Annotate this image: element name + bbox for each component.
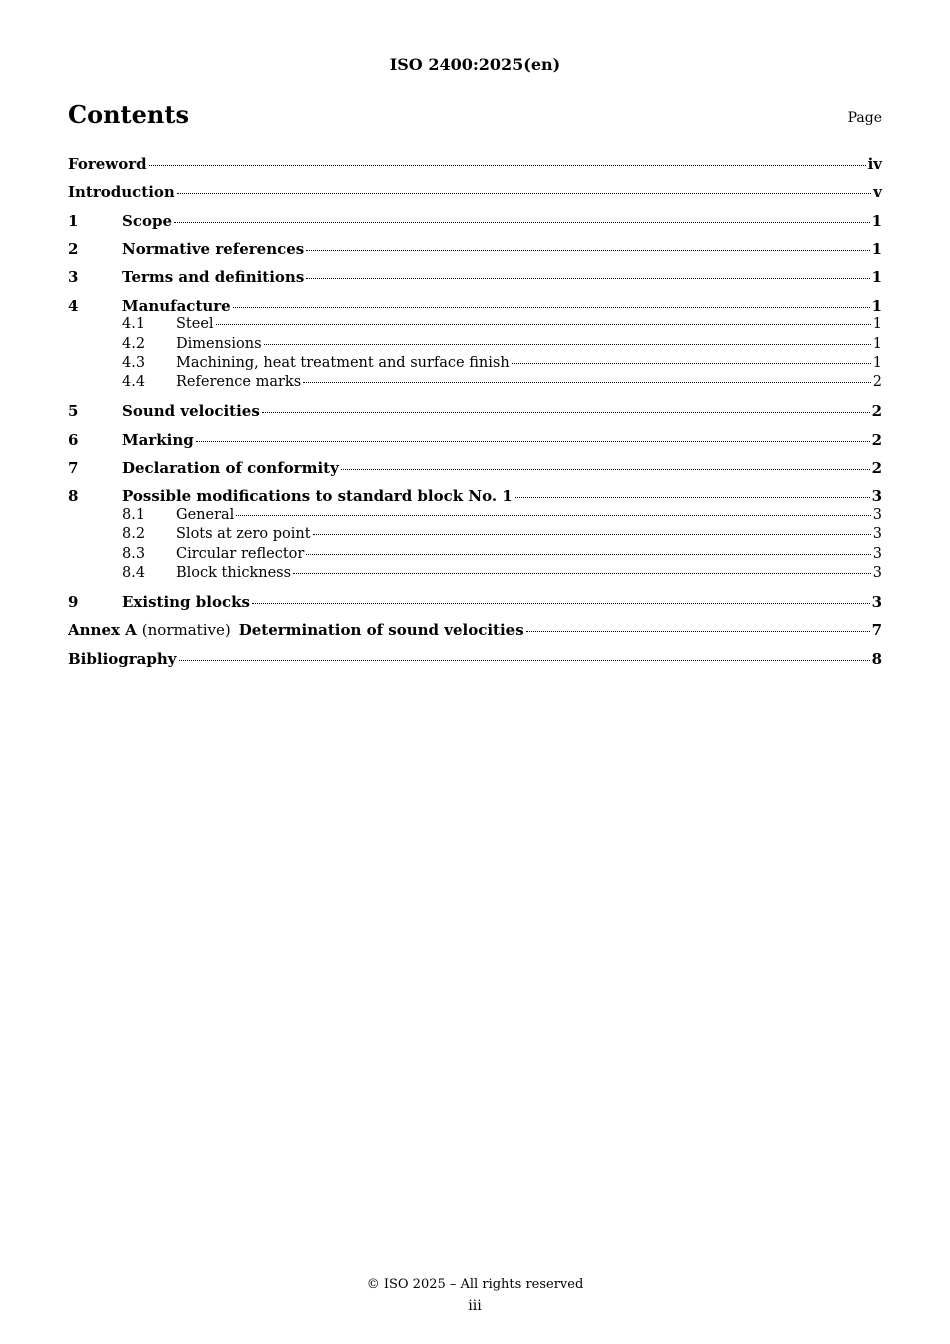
dot-leader: [293, 573, 871, 574]
toc-entry-title: Introduction: [68, 183, 175, 201]
toc-entry-title: Machining, heat treatment and surface finish: [176, 355, 510, 371]
toc-entry-number: 8.4: [122, 565, 146, 581]
toc-entry-title: Terms and definitions: [122, 268, 305, 286]
toc-entry-title: Marking: [122, 431, 194, 449]
toc-entry[interactable]: [68, 316, 882, 336]
toc-entry[interactable]: [68, 183, 882, 203]
toc-entry-title: Steel: [176, 316, 214, 332]
toc-entry[interactable]: [68, 268, 882, 288]
toc-entry[interactable]: [68, 565, 882, 585]
toc-entry[interactable]: [68, 507, 882, 527]
toc-entry-page-number: 2: [871, 459, 882, 477]
dot-leader: [526, 631, 870, 632]
toc-entry-number: 7: [68, 459, 79, 477]
dot-leader: [515, 497, 870, 498]
dot-leader: [233, 307, 870, 308]
toc-entry[interactable]: [68, 459, 882, 479]
dot-leader: [264, 344, 871, 345]
toc-entry-page-number: 3: [871, 593, 882, 611]
toc-entry-number: 8: [68, 487, 79, 505]
toc-entry[interactable]: [68, 297, 882, 317]
toc-entry[interactable]: [68, 240, 882, 260]
toc-entry-page-number: 3: [871, 487, 882, 505]
toc-entry-title: Existing blocks: [122, 593, 250, 611]
toc-entry-title: Scope: [122, 212, 173, 230]
toc-entry-title: Manufacture: [122, 297, 231, 315]
toc-entry[interactable]: [68, 402, 882, 422]
toc-entry[interactable]: [68, 355, 882, 375]
toc-entry-number: 9: [68, 593, 79, 611]
toc-entry-title: Reference marks: [176, 374, 302, 390]
toc-entry-title: Declaration of conformity: [122, 459, 339, 477]
toc-entry-title: Block thickness: [176, 565, 292, 581]
dot-leader: [313, 534, 871, 535]
toc-entry-title: Sound velocities: [122, 402, 260, 420]
dot-leader: [196, 441, 870, 442]
toc-entry-number: 6: [68, 431, 79, 449]
dot-leader: [177, 193, 871, 194]
toc-entry-title: Slots at zero point: [176, 526, 311, 542]
dot-leader: [512, 363, 871, 364]
toc-entry-number: 1: [68, 212, 79, 230]
toc-entry-page-number: 3: [872, 526, 882, 542]
toc-entry-title: Circular reflector: [176, 546, 305, 562]
toc-entry-number: 4.3: [122, 355, 146, 371]
page-column-label: Page: [847, 110, 882, 126]
toc-entry[interactable]: [68, 546, 882, 566]
toc-entry-page-number: 3: [872, 546, 882, 562]
dot-leader: [174, 222, 870, 223]
toc-entry-title: General: [176, 507, 235, 523]
dot-leader: [303, 382, 871, 383]
contents-title: Contents: [68, 100, 189, 129]
toc-entry[interactable]: [68, 526, 882, 546]
toc-entry-number: 2: [68, 240, 79, 258]
toc-entry[interactable]: [68, 487, 882, 507]
dot-leader: [179, 660, 870, 661]
toc-entry-page-number: 3: [872, 507, 882, 523]
toc-entry[interactable]: [68, 593, 882, 613]
toc-entry-number: 4: [68, 297, 79, 315]
toc-entry-page-number: 1: [872, 336, 882, 352]
toc-entry-bibliography[interactable]: [68, 650, 882, 670]
toc-entry-title: Dimensions: [176, 336, 262, 352]
toc-entry[interactable]: [68, 155, 882, 175]
toc-entry-page-number: iv: [867, 155, 882, 173]
toc-entry[interactable]: [68, 336, 882, 356]
dot-leader: [149, 165, 866, 166]
toc-entry-page-number: 1: [871, 240, 882, 258]
toc-entry-title: Foreword: [68, 155, 147, 173]
contents-heading: [68, 100, 882, 132]
toc-entry-number: 3: [68, 268, 79, 286]
toc-entry-number: 8.2: [122, 526, 146, 542]
toc-entry[interactable]: [68, 374, 882, 394]
toc-entry-page-number: 1: [871, 268, 882, 286]
toc-entry-page-number: v: [873, 183, 882, 201]
dot-leader: [306, 554, 870, 555]
toc-entry-annex-a[interactable]: [68, 621, 882, 641]
toc-entry-number: 8.1: [122, 507, 146, 523]
toc-entry[interactable]: [68, 431, 882, 451]
annex-page-number: 7: [871, 621, 882, 639]
copyright-notice: © ISO 2025 – All rights reserved: [366, 1277, 584, 1292]
toc-entry-title: Normative references: [122, 240, 305, 258]
document-header: ISO 2400:2025(en): [389, 55, 561, 74]
annex-title: Determination of sound velocities: [238, 621, 524, 639]
toc-entry-page-number: 3: [872, 565, 882, 581]
dot-leader: [306, 278, 869, 279]
page-number: iii: [468, 1298, 482, 1314]
toc-entry-page-number: 1: [872, 355, 882, 371]
annex-type-note: (normative): [141, 621, 231, 639]
toc-entry-page-number: 1: [871, 212, 882, 230]
annex-label: Annex A: [68, 621, 137, 639]
toc-entry-number: 4.2: [122, 336, 146, 352]
bibliography-page-number: 8: [871, 650, 882, 668]
toc-entry-number: 4.1: [122, 316, 146, 332]
toc-entry-page-number: 1: [871, 297, 882, 315]
toc-entry-page-number: 2: [872, 374, 882, 390]
dot-leader: [341, 469, 870, 470]
toc-entry-number: 8.3: [122, 546, 146, 562]
toc-entry-page-number: 2: [871, 431, 882, 449]
toc-entry[interactable]: [68, 212, 882, 232]
toc-entry-title: Possible modifications to standard block No. 1: [122, 487, 513, 505]
bibliography-title: Bibliography: [68, 650, 177, 668]
dot-leader: [252, 603, 870, 604]
dot-leader: [236, 515, 870, 516]
dot-leader: [216, 324, 871, 325]
toc-entry-number: 5: [68, 402, 79, 420]
toc-entry-page-number: 2: [871, 402, 882, 420]
dot-leader: [306, 250, 869, 251]
toc-entry-page-number: 1: [872, 316, 882, 332]
toc-entry-number: 4.4: [122, 374, 146, 390]
dot-leader: [262, 412, 870, 413]
